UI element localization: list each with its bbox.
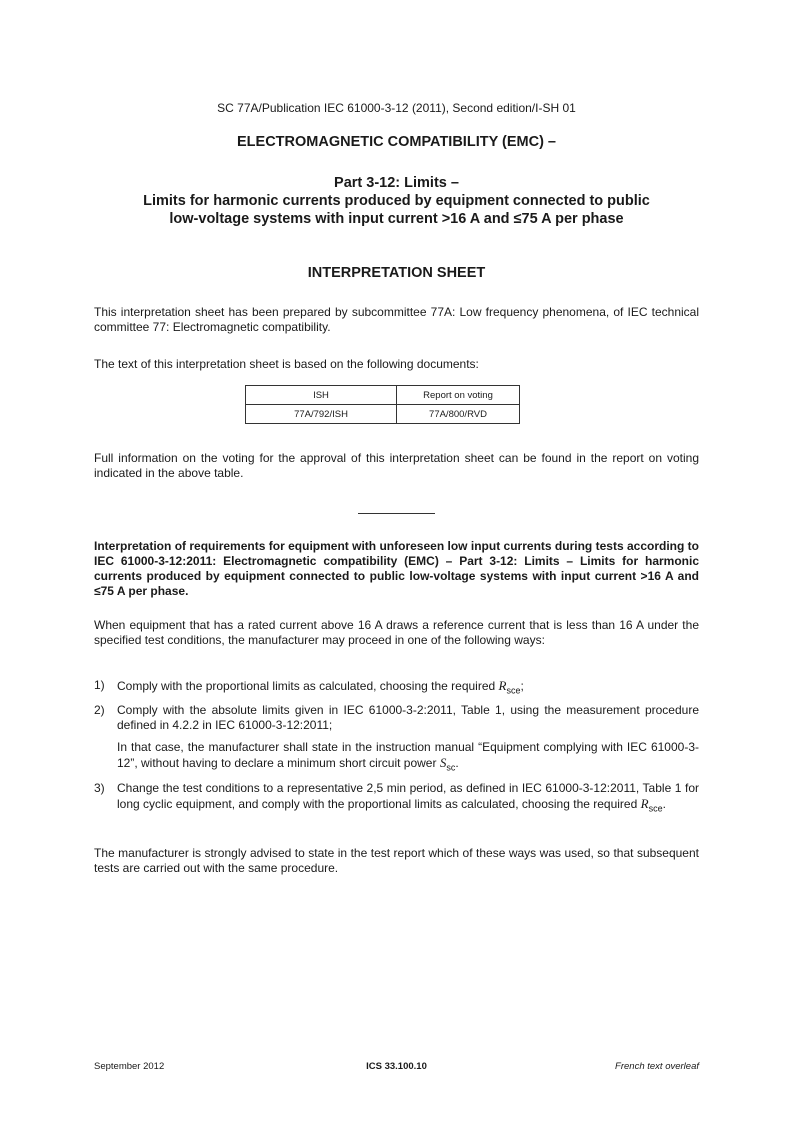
table-header-cell: ISH — [246, 386, 397, 405]
closing-paragraph: The manufacturer is strongly advised to state in the test report which of these ways was used, so that subsequent tests are carried out with the same procedure. — [94, 846, 699, 875]
interpretation-intro: When equipment that has a rated current above 16 A draws a reference current that is less than 16 A under the specified test conditions, the manufacturer may proceed in one of the following ways: — [94, 618, 699, 647]
list-item — [94, 703, 699, 776]
based-on-paragraph: The text of this interpretation sheet is based on the following documents: — [94, 357, 479, 371]
footer-overleaf-note: French text overleaf — [615, 1061, 699, 1072]
table-row — [246, 405, 520, 424]
table-cell: 77A/792/ISH — [246, 405, 397, 424]
list-number: 1) — [94, 678, 105, 692]
main-title: ELECTROMAGNETIC COMPATIBILITY (EMC) – — [237, 134, 556, 150]
interpretation-heading: Interpretation of requirements for equipment with unforeseen low input currents during tests according to IEC 61000-3-12:2011: Electromagnetic compatibility (EMC) – Part 3-12: Limits – Limits for harmonic currents produced by equipment connected to public low-voltage systems with input current >16 A and ≤75 A per phase. — [94, 539, 699, 598]
list-item-text: Comply with the absolute limits given in IEC 61000-3-2:2011, Table 1, using the measurement procedure defined in 4.2.2 in IEC 61000-3-12:2011; — [117, 703, 699, 732]
r-sce-symbol: $R_{sce}$ — [498, 678, 521, 696]
subtitle-line: low-voltage systems with input current >16 A and ≤75 A per phase — [169, 211, 624, 227]
list-number: 3) — [94, 781, 105, 795]
subtitle-line: Part 3-12: Limits – — [334, 175, 459, 191]
prepared-by-paragraph: This interpretation sheet has been prepared by subcommittee 77A: Low frequency phenomena, of IEC technical committee 77: Electromagnetic compatibility. — [94, 305, 699, 334]
table-header-row — [246, 386, 520, 405]
separator-line — [358, 513, 435, 514]
document-page — [94, 0, 699, 1122]
subtitle — [94, 174, 699, 228]
list-number: 2) — [94, 703, 105, 717]
r-sce-symbol: $R_{sce}$ — [640, 796, 663, 814]
interpretation-sheet-title: INTERPRETATION SHEET — [307, 265, 486, 281]
subtitle-line: Limits for harmonic currents produced by equipment connected to public — [143, 193, 650, 209]
table-cell: 77A/800/RVD — [397, 405, 520, 424]
page-footer — [94, 1061, 699, 1075]
voting-info-paragraph: Full information on the voting for the approval of this interpretation sheet can be found in the report on voting indicated in the above table. — [94, 451, 699, 480]
table-header-cell: Report on voting — [397, 386, 520, 405]
list-item-text: Change the test conditions to a representative 2,5 min period, as defined in IEC 61000-3-12:2011, Table 1 for long cyclic equipment, and comply with the proportional limits as calculated, choosing the required $R_{sce}$. — [117, 781, 699, 814]
footer-date: September 2012 — [94, 1061, 165, 1072]
footer-ics: ICS 33.100.10 — [366, 1061, 427, 1072]
s-sc-symbol: $S_{sc}$ — [439, 755, 456, 773]
list-item — [94, 678, 699, 699]
list-item-note: In that case, the manufacturer shall state in the instruction manual “Equipment complying with IEC 61000-3-12”, without having to declare a minimum short circuit power $S_{sc}$. — [117, 740, 699, 773]
list-item — [94, 781, 699, 817]
list-item-text: Comply with the proportional limits as calculated, choosing the required $R_{sce}$; — [117, 678, 524, 696]
publication-reference: SC 77A/Publication IEC 61000-3-12 (2011), Second edition/I-SH 01 — [217, 101, 576, 115]
documents-table — [245, 385, 520, 424]
